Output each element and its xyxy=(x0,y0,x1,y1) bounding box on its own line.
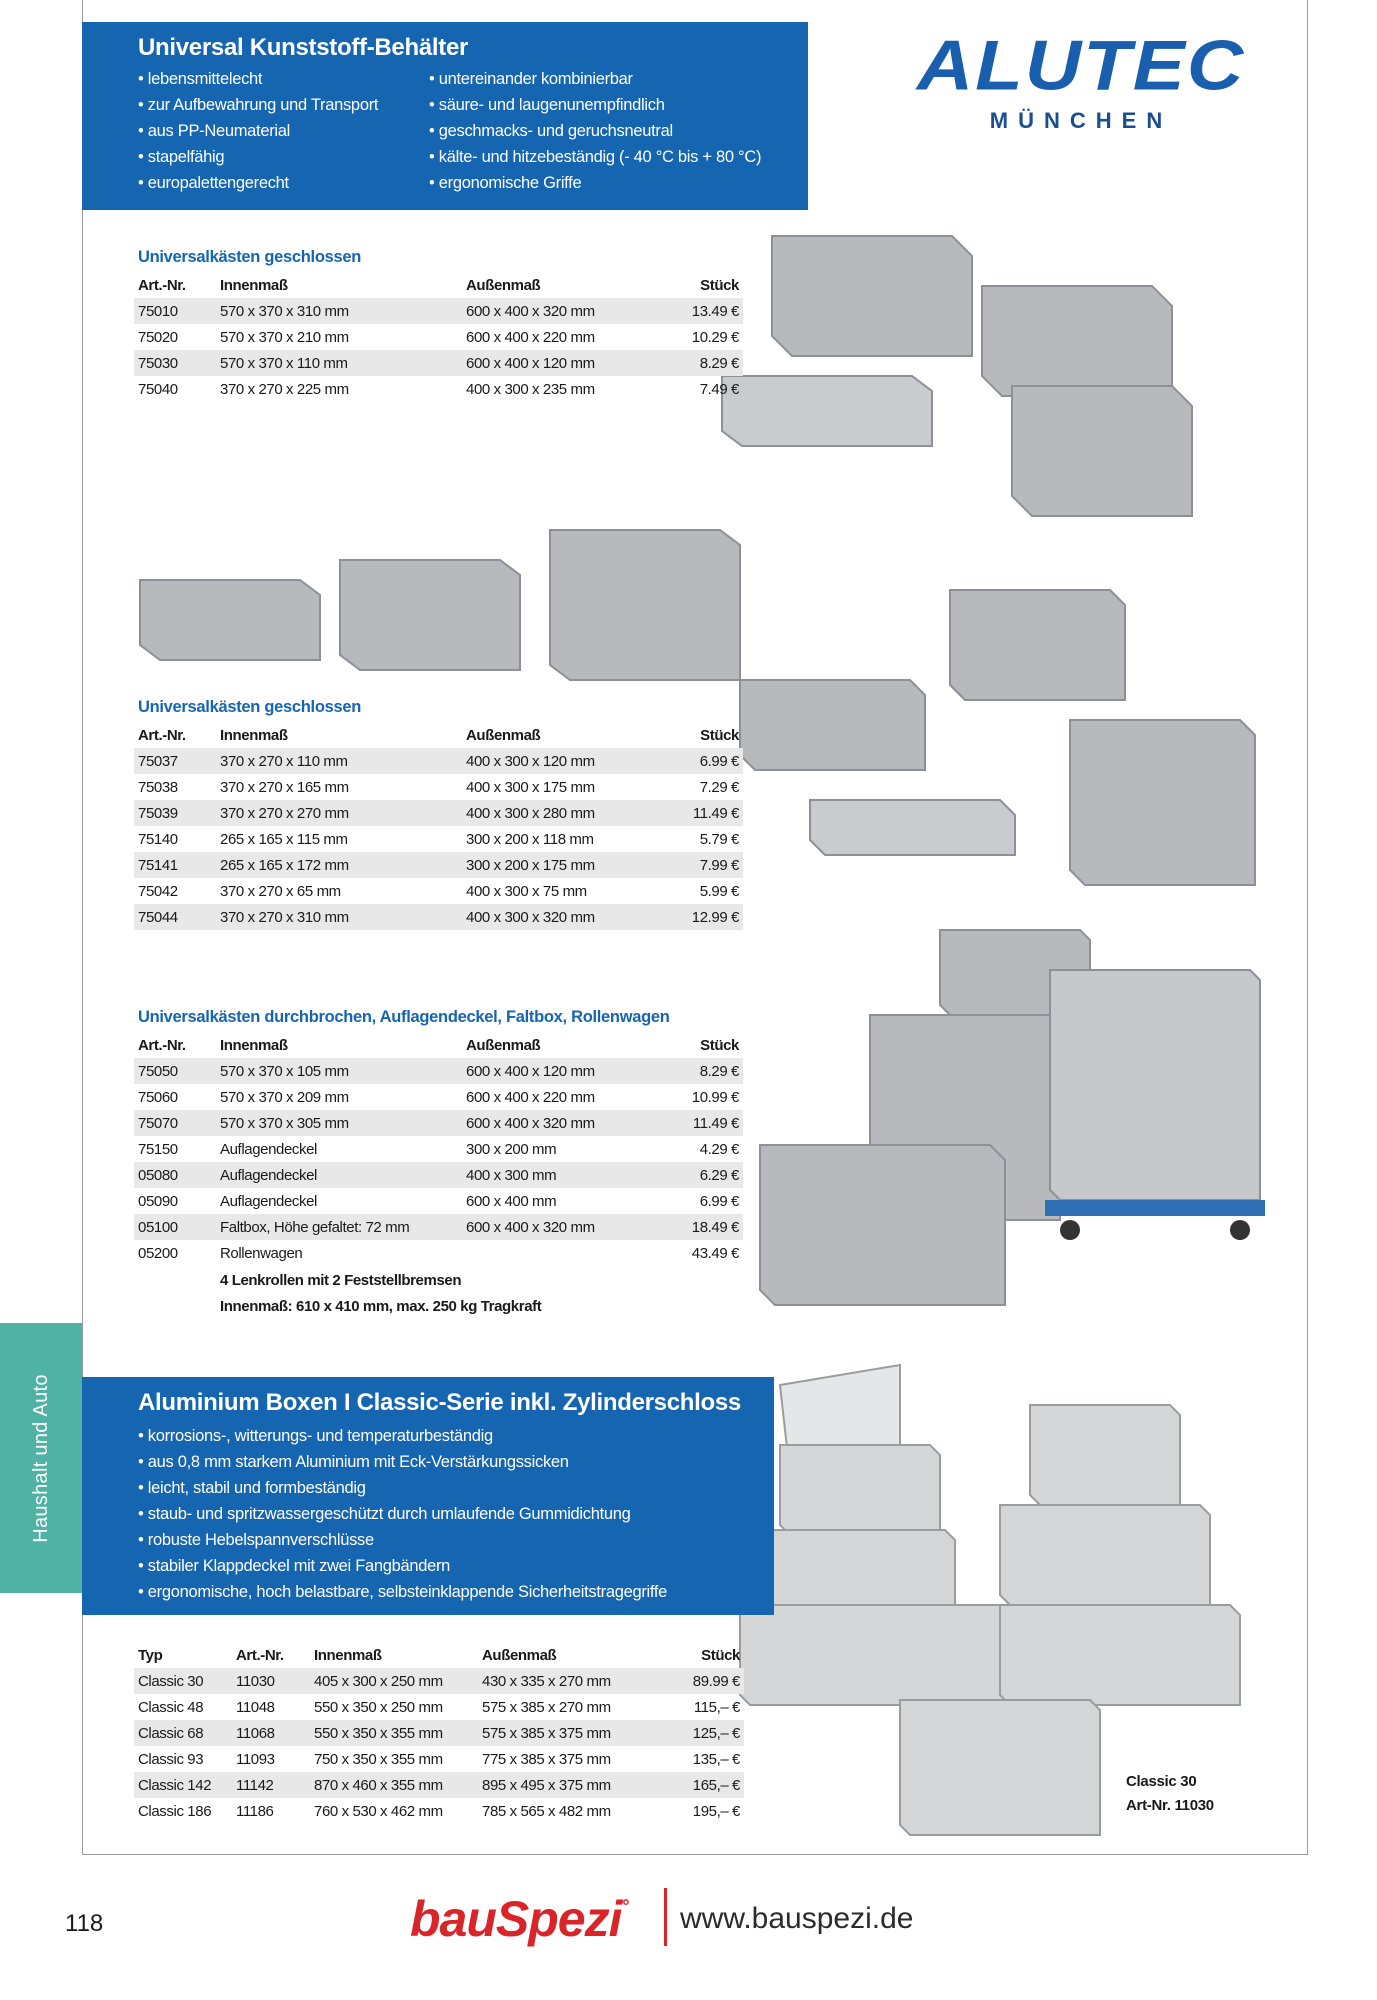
cell-artnr: 75150 xyxy=(138,1140,178,1158)
crates-photo-3 xyxy=(730,570,1270,900)
cell-artnr: 75060 xyxy=(138,1088,178,1106)
cell-aussen xyxy=(462,1240,667,1266)
cell-artnr: 75042 xyxy=(138,882,178,900)
table-row xyxy=(134,1720,744,1746)
feature-item: • stabiler Klappdeckel mit zwei Fangbändern xyxy=(138,1553,774,1579)
cell-aussen: 400 x 300 x 235 mm xyxy=(466,380,595,398)
cell-price: 89.99 € xyxy=(664,1668,744,1694)
cell-artnr: 05100 xyxy=(134,1214,216,1240)
col-aussenmass: Außenmaß xyxy=(482,1646,557,1664)
header-box-plastic xyxy=(82,22,808,210)
feature-item: • aus PP-Neumaterial xyxy=(138,118,429,144)
cell-aussen: 895 x 495 x 375 mm xyxy=(478,1772,664,1798)
cell-aussen: 300 x 200 x 175 mm xyxy=(462,852,667,878)
alutec-logo xyxy=(906,26,1256,134)
cell-artnr: 75070 xyxy=(134,1110,216,1136)
section-title-closed-1: Universalkästen geschlossen xyxy=(138,248,362,266)
feature-item: • säure- und laugenunempfindlich xyxy=(429,92,761,118)
cell-price: 18.49 € xyxy=(667,1214,743,1240)
feature-item: • stapelfähig xyxy=(138,144,429,170)
category-side-tab xyxy=(0,1323,82,1593)
col-aussenmass: Außenmaß xyxy=(466,276,541,294)
col-stueck: Stück xyxy=(701,1646,740,1664)
cell-aussen: 400 x 300 mm xyxy=(462,1162,667,1188)
col-artnr: Art.-Nr. xyxy=(138,726,186,744)
cell-aussen: 600 x 400 x 320 mm xyxy=(462,1110,667,1136)
table-row xyxy=(134,324,743,350)
cell-innen: 760 x 530 x 462 mm xyxy=(314,1802,443,1820)
cell-artnr: 75030 xyxy=(134,350,216,376)
col-innenmass: Innenmaß xyxy=(220,1036,288,1054)
cell-price: 135,– € xyxy=(692,1750,740,1768)
cell-artnr: 75050 xyxy=(134,1058,216,1084)
table-row xyxy=(134,852,743,878)
header-title: Universal Kunststoff-Behälter xyxy=(138,34,469,61)
cell-aussen: 600 x 400 x 220 mm xyxy=(466,328,595,346)
table-row xyxy=(134,350,743,376)
cell-innen: 550 x 350 x 355 mm xyxy=(310,1720,478,1746)
cell-artnr: 05200 xyxy=(138,1244,178,1262)
table-row xyxy=(134,774,743,800)
cell-innen: Auflagendeckel xyxy=(220,1192,317,1210)
cell-innen: 550 x 350 x 250 mm xyxy=(314,1698,443,1716)
website-link[interactable]: www.bauspezi.de xyxy=(680,1902,914,1935)
cell-price: 195,– € xyxy=(692,1802,740,1820)
cell-artnr: 11048 xyxy=(236,1698,275,1716)
cell-innen: Auflagendeckel xyxy=(216,1162,462,1188)
cell-aussen: 785 x 565 x 482 mm xyxy=(482,1802,611,1820)
cell-artnr: 75141 xyxy=(134,852,216,878)
cell-typ: Classic 186 xyxy=(138,1802,212,1820)
crates-photo-2 xyxy=(130,520,750,690)
logo-wordmark: ALUTEC xyxy=(916,25,1246,105)
section-title-closed-2: Universalkästen geschlossen xyxy=(138,698,362,716)
cell-price: 8.29 € xyxy=(667,1058,743,1084)
cell-typ: Classic 93 xyxy=(138,1750,204,1768)
cell-aussen: 600 x 400 mm xyxy=(466,1192,557,1210)
col-stueck: Stück xyxy=(700,276,739,294)
cell-price: 4.29 € xyxy=(699,1140,739,1158)
cell-artnr: 75044 xyxy=(134,904,216,930)
cell-artnr: 75140 xyxy=(138,830,178,848)
cell-price: 43.49 € xyxy=(691,1244,739,1262)
table-row xyxy=(134,1214,743,1240)
table-row xyxy=(134,298,743,324)
cell-innen: Rollenwagen xyxy=(220,1244,303,1262)
cell-innen: 570 x 370 x 310 mm xyxy=(216,298,462,324)
col-artnr: Art.-Nr. xyxy=(138,1036,186,1054)
feature-item: • kälte- und hitzebeständig (- 40 °C bis + 80 °C) xyxy=(429,144,761,170)
table-row xyxy=(134,1772,744,1798)
table-perforated xyxy=(134,1032,743,1266)
feature-item: • europalettengerecht xyxy=(138,170,429,196)
header2-title: Aluminium Boxen I Classic-Serie inkl. Zylinderschloss xyxy=(138,1389,741,1416)
header-box-aluminium xyxy=(82,1377,774,1615)
table-row xyxy=(134,1746,744,1772)
cell-innen: 370 x 270 x 270 mm xyxy=(216,800,462,826)
cell-artnr: 75010 xyxy=(134,298,216,324)
cell-aussen: 400 x 300 x 175 mm xyxy=(466,778,595,796)
col-typ: Typ xyxy=(138,1646,163,1664)
page-number: 118 xyxy=(65,1910,104,1937)
table-row xyxy=(134,1188,743,1214)
cell-innen: 265 x 165 x 115 mm xyxy=(220,830,348,848)
trolley-note-castors: 4 Lenkrollen mit 2 Feststellbremsen xyxy=(220,1272,462,1289)
feature-item: • ergonomische, hoch belastbare, selbsteinklappende Sicherheitstragegriffe xyxy=(138,1579,774,1605)
cell-aussen: 300 x 200 mm xyxy=(466,1140,557,1158)
cell-aussen: 400 x 300 x 75 mm xyxy=(466,882,587,900)
table-row xyxy=(134,1798,744,1824)
feature-item: • korrosions-, witterungs- und temperaturbeständig xyxy=(138,1423,774,1449)
table-row xyxy=(134,1668,744,1694)
cell-typ: Classic 30 xyxy=(134,1668,232,1694)
cell-innen: 370 x 270 x 165 mm xyxy=(220,778,349,796)
cell-artnr: 11093 xyxy=(236,1750,275,1768)
cell-innen: Auflagendeckel xyxy=(220,1140,317,1158)
cell-price: 115,– € xyxy=(693,1698,740,1716)
feature-item: • zur Aufbewahrung und Transport xyxy=(138,92,429,118)
cell-aussen: 575 x 385 x 270 mm xyxy=(482,1698,611,1716)
cell-artnr: 75037 xyxy=(134,748,216,774)
cell-price: 11.49 € xyxy=(667,1110,743,1136)
caption-artnr: Art-Nr. 11030 xyxy=(1126,1797,1214,1814)
cell-innen: 265 x 165 x 172 mm xyxy=(216,852,462,878)
cell-aussen: 775 x 385 x 375 mm xyxy=(482,1750,611,1768)
feature-item: • robuste Hebelspannverschlüsse xyxy=(138,1527,774,1553)
cell-innen: 570 x 370 x 305 mm xyxy=(216,1110,462,1136)
cell-innen: 370 x 270 x 310 mm xyxy=(216,904,462,930)
col-artnr: Art.-Nr. xyxy=(138,276,186,294)
cell-price: 13.49 € xyxy=(667,298,743,324)
cell-aussen: 600 x 400 x 120 mm xyxy=(462,350,667,376)
cell-price: 8.29 € xyxy=(667,350,743,376)
table-row xyxy=(134,748,743,774)
cell-price: 10.99 € xyxy=(691,1088,739,1106)
image-caption xyxy=(1126,1770,1214,1818)
cell-aussen: 600 x 400 x 320 mm xyxy=(462,1214,667,1240)
section-title-perforated: Universalkästen durchbrochen, Auflagendeckel, Faltbox, Rollenwagen xyxy=(138,1008,670,1026)
table-row xyxy=(134,1084,743,1110)
crates-photo-1 xyxy=(712,196,1272,546)
cell-innen: 570 x 370 x 210 mm xyxy=(220,328,349,346)
col-aussenmass: Außenmaß xyxy=(466,726,541,744)
cell-price: 6.99 € xyxy=(699,1192,739,1210)
cell-aussen: 430 x 335 x 270 mm xyxy=(478,1668,664,1694)
table-aluminium xyxy=(134,1642,744,1824)
cell-price: 7.29 € xyxy=(699,778,739,796)
cell-aussen: 300 x 200 x 118 mm xyxy=(466,830,594,848)
cell-aussen: 400 x 300 x 320 mm xyxy=(462,904,667,930)
table-row xyxy=(134,1110,743,1136)
cell-innen: 570 x 370 x 105 mm xyxy=(216,1058,462,1084)
cell-artnr: 75040 xyxy=(138,380,178,398)
table-row xyxy=(134,1136,743,1162)
cell-innen: 370 x 270 x 110 mm xyxy=(216,748,462,774)
cell-artnr: 11030 xyxy=(232,1668,310,1694)
trolley-note-dimensions: Innenmaß: 610 x 410 mm, max. 250 kg Tragkraft xyxy=(220,1298,542,1315)
table-row xyxy=(134,1058,743,1084)
cell-price: 10.29 € xyxy=(691,328,739,346)
crates-photo-4 xyxy=(750,920,1270,1320)
col-aussenmass: Außenmaß xyxy=(466,1036,541,1054)
cell-artnr: 05080 xyxy=(134,1162,216,1188)
cell-aussen: 575 x 385 x 375 mm xyxy=(478,1720,664,1746)
cell-artnr: 11186 xyxy=(236,1802,274,1820)
col-stueck: Stück xyxy=(700,1036,739,1054)
cell-typ: Classic 142 xyxy=(134,1772,232,1798)
table-row xyxy=(134,904,743,930)
table-closed-1 xyxy=(134,272,743,402)
cell-price: 12.99 € xyxy=(667,904,743,930)
cell-typ: Classic 68 xyxy=(134,1720,232,1746)
feature-list-right xyxy=(429,66,761,196)
cell-price: 6.29 € xyxy=(667,1162,743,1188)
col-innenmass: Innenmaß xyxy=(220,276,288,294)
feature-item: • geschmacks- und geruchsneutral xyxy=(429,118,761,144)
feature-list-left xyxy=(138,66,429,196)
col-innenmass: Innenmaß xyxy=(220,726,288,744)
col-innenmass: Innenmaß xyxy=(314,1646,382,1664)
feature-item: • lebensmittelecht xyxy=(138,66,429,92)
table-row xyxy=(134,878,743,904)
cell-typ: Classic 48 xyxy=(138,1698,204,1716)
cell-innen: 750 x 350 x 355 mm xyxy=(314,1750,443,1768)
cell-price: 165,– € xyxy=(664,1772,744,1798)
table-row xyxy=(134,376,743,402)
caption-model: Classic 30 xyxy=(1126,1773,1197,1790)
brand-degree-icon: ° xyxy=(621,1896,628,1916)
feature-item: • leicht, stabil und formbeständig xyxy=(138,1475,774,1501)
cell-artnr: 75020 xyxy=(138,328,178,346)
cell-price: 7.99 € xyxy=(667,852,743,878)
cell-aussen: 400 x 300 x 120 mm xyxy=(462,748,667,774)
table-row xyxy=(134,1162,743,1188)
cell-aussen: 600 x 400 x 320 mm xyxy=(462,298,667,324)
logo-city: MÜNCHEN xyxy=(989,108,1173,133)
cell-price: 5.99 € xyxy=(699,882,739,900)
bauspezi-logo xyxy=(410,1890,628,1948)
cell-price: 6.99 € xyxy=(667,748,743,774)
cell-price: 11.49 € xyxy=(667,800,743,826)
cell-artnr: 75039 xyxy=(134,800,216,826)
cell-aussen: 600 x 400 x 120 mm xyxy=(462,1058,667,1084)
table-row xyxy=(134,1240,743,1266)
cell-aussen: 600 x 400 x 220 mm xyxy=(466,1088,595,1106)
cell-price: 125,– € xyxy=(664,1720,744,1746)
cell-artnr: 75038 xyxy=(138,778,178,796)
cell-innen: 370 x 270 x 225 mm xyxy=(220,380,349,398)
cell-artnr: 11142 xyxy=(232,1772,310,1798)
category-label: Haushalt und Auto xyxy=(29,1373,52,1543)
feature-list-aluminium xyxy=(138,1423,774,1605)
cell-innen: 570 x 370 x 209 mm xyxy=(220,1088,349,1106)
table-row xyxy=(134,800,743,826)
col-artnr: Art.-Nr. xyxy=(236,1646,284,1664)
footer-divider xyxy=(664,1888,667,1946)
cell-innen: 570 x 370 x 110 mm xyxy=(216,350,462,376)
table-closed-2 xyxy=(134,722,743,930)
cell-artnr: 11068 xyxy=(232,1720,310,1746)
table-row xyxy=(134,826,743,852)
feature-item: • aus 0,8 mm starkem Aluminium mit Eck-Verstärkungssicken xyxy=(138,1449,774,1475)
cell-price: 5.79 € xyxy=(699,830,739,848)
cell-innen: Faltbox, Höhe gefaltet: 72 mm xyxy=(216,1214,462,1240)
col-stueck: Stück xyxy=(700,726,739,744)
feature-item: • ergonomische Griffe xyxy=(429,170,761,196)
table-row xyxy=(134,1694,744,1720)
cell-innen: 870 x 460 x 355 mm xyxy=(310,1772,478,1798)
cell-innen: 370 x 270 x 65 mm xyxy=(220,882,341,900)
brand-name: bauSpezi xyxy=(410,1891,622,1947)
cell-innen: 405 x 300 x 250 mm xyxy=(310,1668,478,1694)
cell-price: 7.49 € xyxy=(699,380,739,398)
feature-item: • untereinander kombinierbar xyxy=(429,66,761,92)
cell-aussen: 400 x 300 x 280 mm xyxy=(462,800,667,826)
feature-item: • staub- und spritzwassergeschützt durch umlaufende Gummidichtung xyxy=(138,1501,774,1527)
cell-artnr: 05090 xyxy=(138,1192,178,1210)
